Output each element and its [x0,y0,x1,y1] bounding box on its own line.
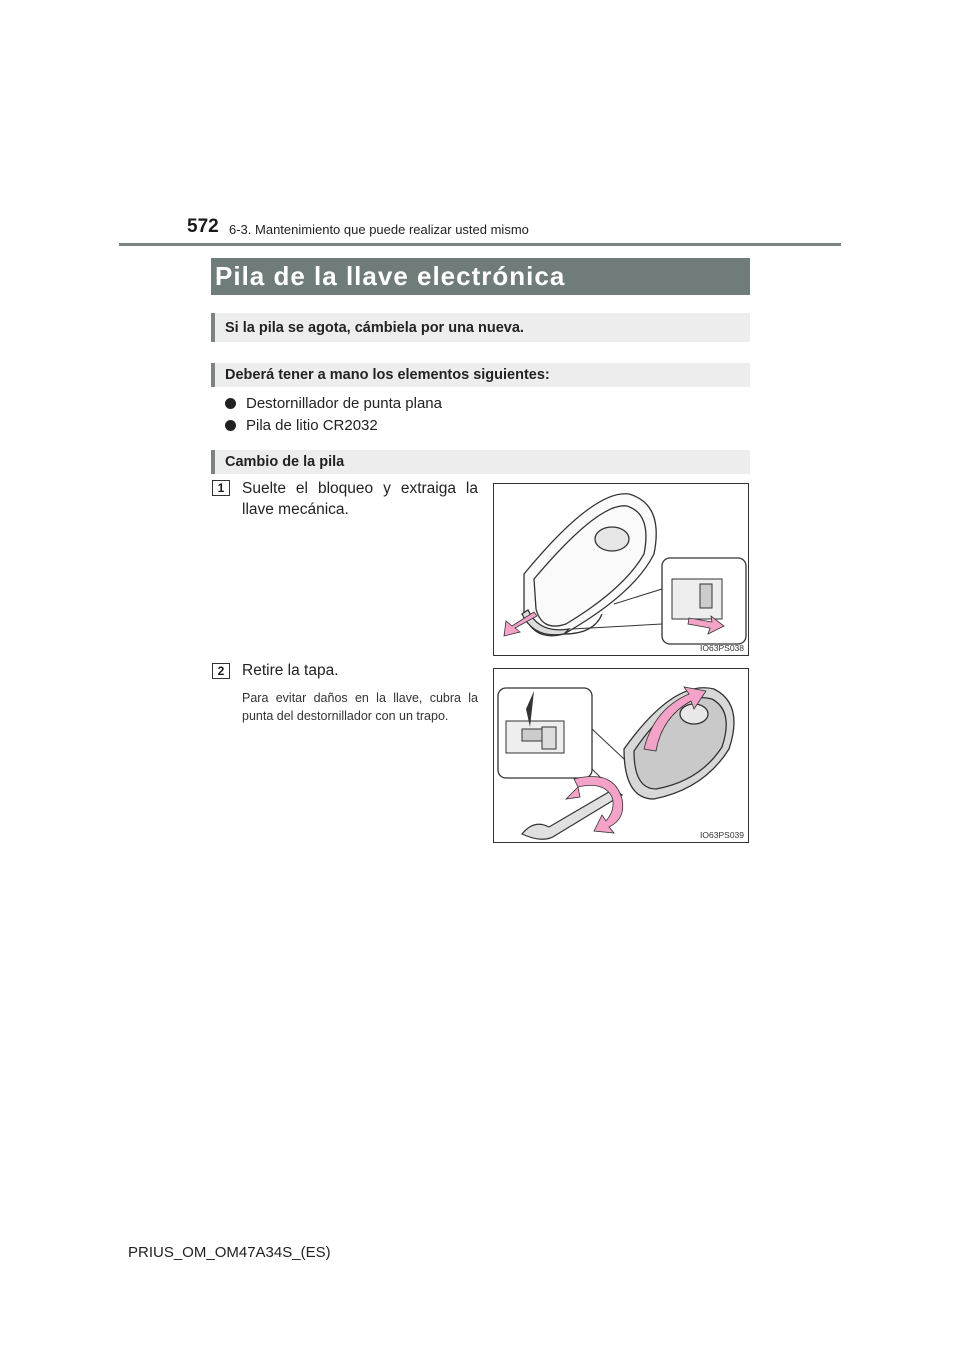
tools-heading: Deberá tener a mano los elementos siguientes: [211,363,750,387]
figure-remove-mechanical-key [493,483,749,656]
page-number: 572 [187,216,219,237]
list-item-label: Destornillador de punta plana [246,395,442,412]
list-item [225,417,378,434]
intro-box: Si la pila se agota, cámbiela por una nueva. [211,313,750,342]
bullet-icon [225,398,236,409]
key-fob-illustration [494,484,748,655]
header-rule [119,243,841,246]
list-item [225,395,442,412]
step-text: Retire la tapa. [242,662,339,679]
step-text: Suelte el bloqueo y extraiga la llave mecánica. [242,480,478,518]
change-heading: Cambio de la pila [211,450,750,474]
section-path: 6-3. Mantenimiento que puede realizar usted mismo [229,222,529,237]
page-title: Pila de la llave electrónica [211,258,750,295]
document-code: PRIUS_OM_OM47A34S_(ES) [128,1244,331,1261]
bullet-icon [225,420,236,431]
step-note: Para evitar daños en la llave, cubra la punta del destornillador con un trapo. [242,691,478,723]
list-item-label: Pila de litio CR2032 [246,417,378,434]
figure-remove-cover [493,668,749,843]
figure-code: IO63PS039 [700,830,744,840]
cover-removal-illustration [494,669,748,842]
step-number: 1 [212,480,230,496]
figure-code: IO63PS038 [700,643,744,653]
step-number: 2 [212,663,230,679]
